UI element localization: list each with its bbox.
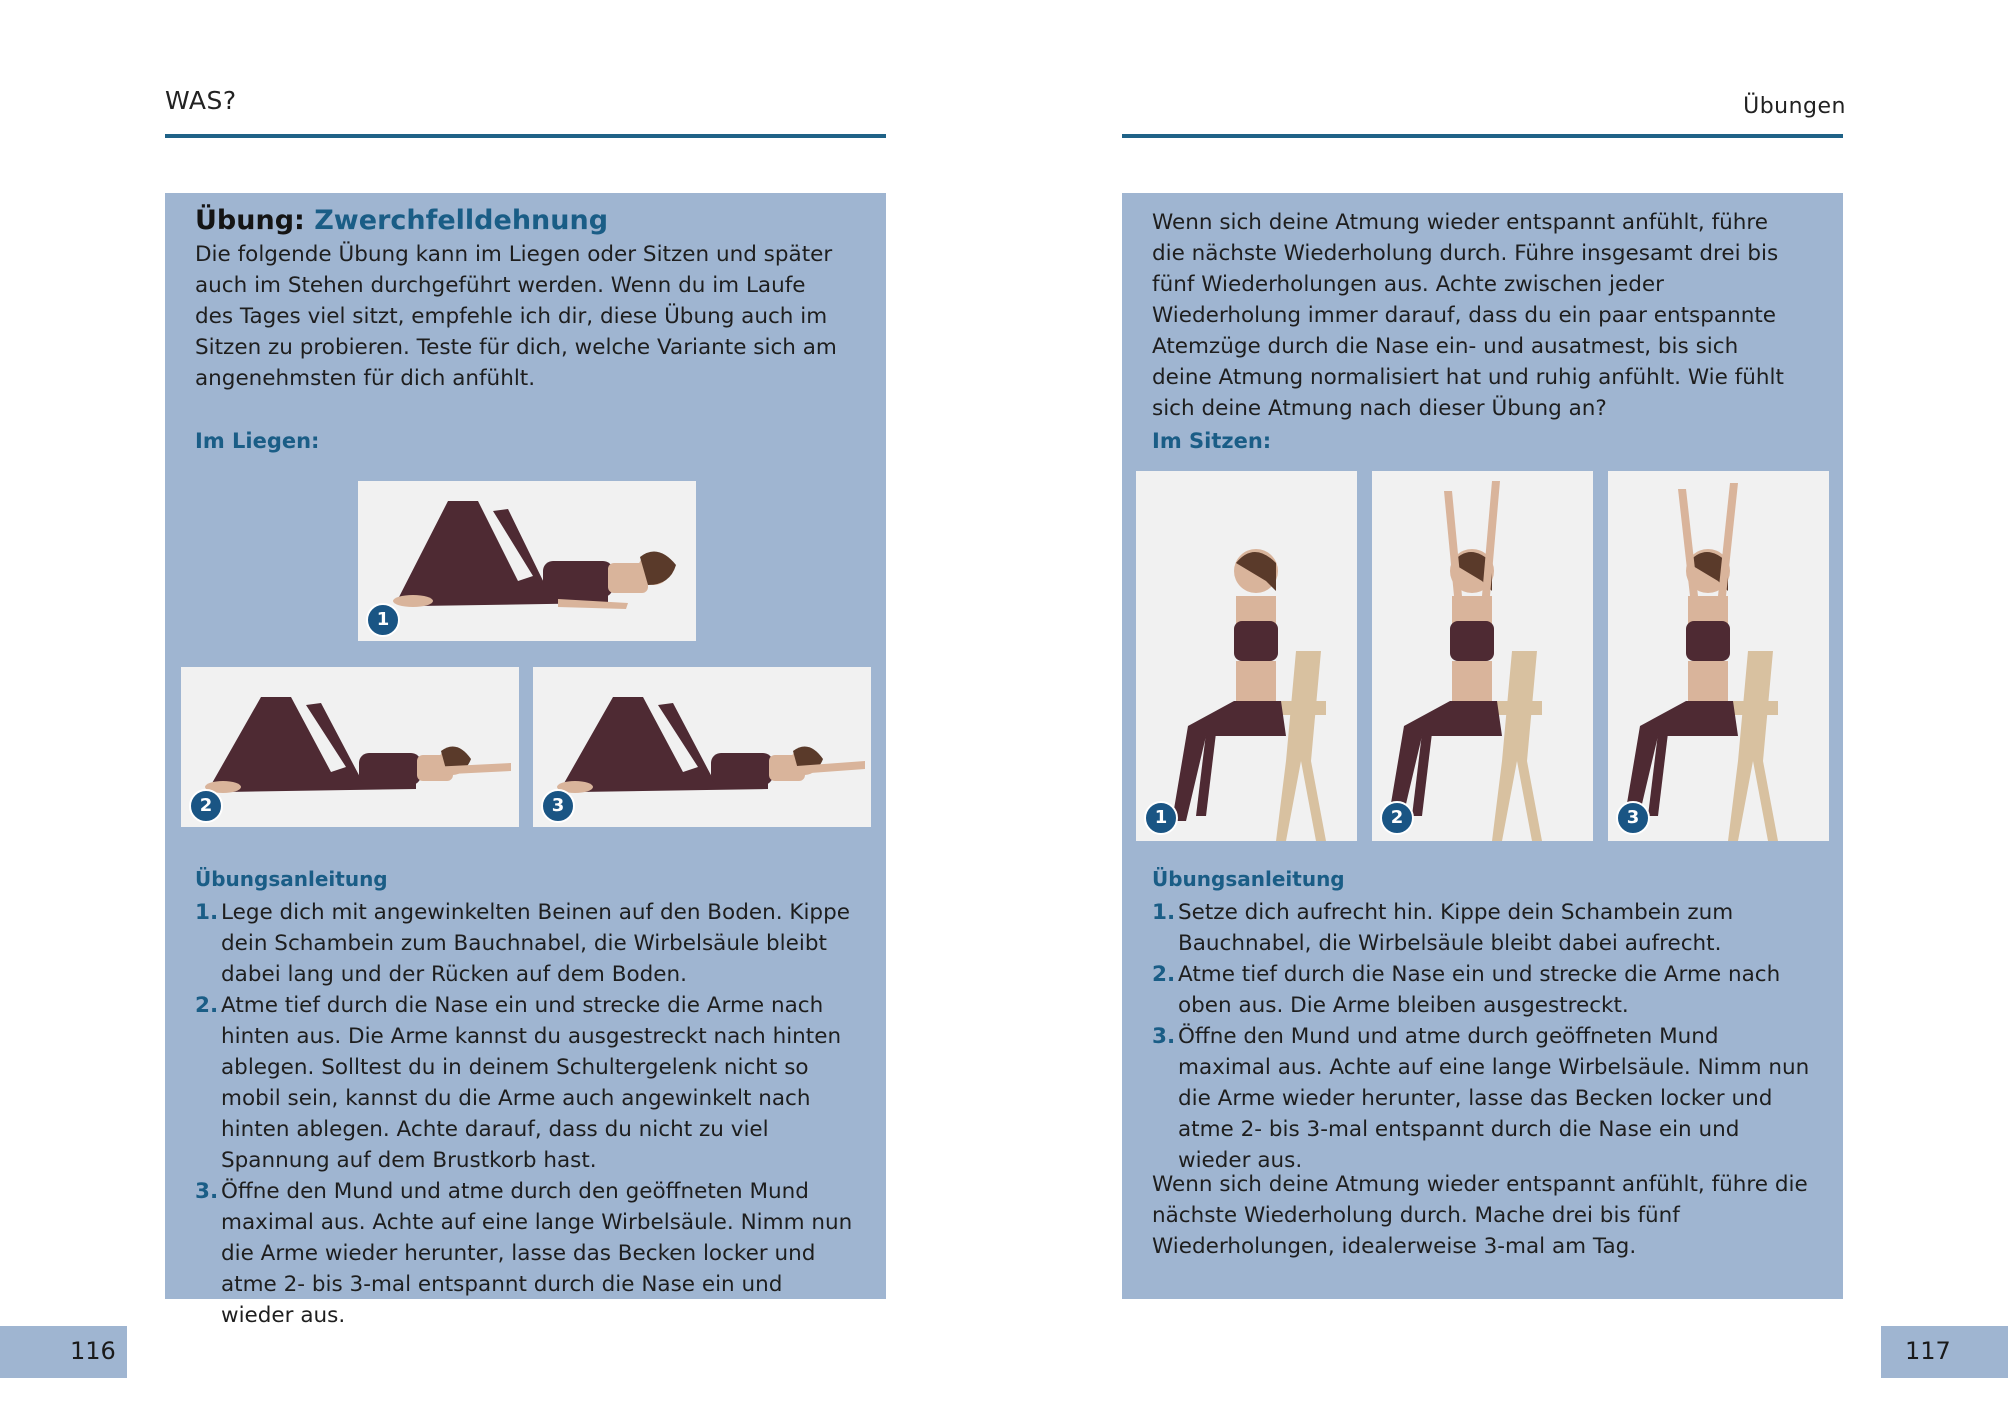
- header-rule: [165, 134, 886, 138]
- exercise-box: [1122, 193, 1843, 1299]
- running-head: WAS?: [165, 86, 237, 115]
- photo-seated-2: [1372, 471, 1593, 841]
- photo-lying-1: [358, 481, 696, 641]
- step-badge-1: 1: [366, 603, 400, 637]
- right-page: [1004, 0, 2008, 1417]
- instructions-heading: Übungsanleitung: [1152, 867, 1345, 891]
- intro-text: Die folgende Übung kann im Liegen oder Sitzen und später auch im Stehen durchgeführt werden. Wenn du im Laufe des Tages viel sitzt, empfehle ich dir, diese Übung auch im Sitzen zu probieren. Teste für dich, welche Variante sich am angenehmsten für dich anfühlt.: [195, 242, 837, 391]
- step-number: 2.: [1152, 962, 1176, 987]
- list-item: [1152, 1021, 1815, 1176]
- step-badge-2: 2: [189, 789, 223, 823]
- step-number: 1.: [195, 900, 219, 925]
- step-text: Atme tief durch die Nase ein und strecke die Arme nach hinten aus. Die Arme kannst du ausgestreckt nach hinten ablegen. Solltest du in deinem Schultergelenk nicht so mobil sein, kannst du die Arme auch angewinkelt nach hinten ablegen. Achte darauf, dass du nicht zu viel Spannung auf dem Brustkorb hast.: [221, 993, 842, 1173]
- instructions-heading: Übungsanleitung: [195, 867, 388, 891]
- instructions-list: [1152, 897, 1815, 1176]
- step-text: Setze dich aufrecht hin. Kippe dein Schambein zum Bauchnabel, die Wirbelsäule bleibt dabei aufrecht.: [1178, 900, 1734, 956]
- list-item: [1152, 897, 1815, 959]
- exercise-box: [165, 193, 886, 1328]
- list-item: [195, 897, 858, 990]
- exercise-title: [195, 205, 862, 237]
- step-badge-3: 3: [541, 789, 575, 823]
- instructions-list: [195, 897, 858, 1331]
- step-text: Lege dich mit angewinkelten Beinen auf den Boden. Kippe dein Schambein zum Bauchnabel, die Wirbelsäule bleibt dabei lang und der Rücken auf dem Boden.: [221, 900, 850, 987]
- intro-text: Wenn sich deine Atmung wieder entspannt anfühlt, führe die nächste Wiederholung durch. Führe insgesamt drei bis fünf Wiederholungen aus. Achte zwischen jeder Wiederholung immer darauf, dass du ein paar entspannte Atemzüge durch die Nase ein- und ausatmest, bis sich deine Atmung normalisiert hat und ruhig anfühlt. Wie fühlt sich deine Atmung nach dieser Übung an?: [1152, 210, 1784, 421]
- step-badge-3: 3: [1616, 801, 1650, 835]
- header-rule: [1122, 134, 1843, 138]
- step-text: Öffne den Mund und atme durch den geöffneten Mund maximal aus. Achte auf eine lange Wirbelsäule. Nimm nun die Arme wieder herunter, lasse das Becken locker und atme 2- bis 3-mal entspannt durch die Nase ein und wieder aus.: [221, 1179, 853, 1328]
- step-text: Öffne den Mund und atme durch geöffneten Mund maximal aus. Achte auf eine lange Wirbelsäule. Nimm nun die Arme wieder herunter, lasse das Becken locker und atme 2- bis 3-mal entspannt durch die Nase ein und wieder aus.: [1178, 1024, 1810, 1173]
- page-number-tab: 117: [1881, 1326, 2008, 1378]
- photo-lying-3: [533, 667, 871, 827]
- step-number: 3.: [195, 1179, 219, 1204]
- photo-seated-3: [1608, 471, 1829, 841]
- step-text: Atme tief durch die Nase ein und strecke die Arme nach oben aus. Die Arme bleiben ausgestreckt.: [1178, 962, 1781, 1018]
- list-item: [195, 990, 858, 1176]
- step-badge-2: 2: [1380, 801, 1414, 835]
- page-number-tab: 116: [0, 1326, 127, 1378]
- step-number: 2.: [195, 993, 219, 1018]
- step-number: 3.: [1152, 1024, 1176, 1049]
- subheading: Im Sitzen:: [1152, 429, 1272, 453]
- exercise-name: Zwerchfelldehnung: [314, 205, 609, 236]
- running-head: Übungen: [1743, 94, 1846, 119]
- list-item: [195, 1176, 858, 1331]
- closing-text: Wenn sich deine Atmung wieder entspannt anfühlt, führe die nächste Wiederholung durch. Mache drei bis fünf Wiederholungen, idealerweise 3-mal am Tag.: [1152, 1172, 1808, 1259]
- subheading: Im Liegen:: [195, 429, 320, 453]
- photo-seated-1: [1136, 471, 1357, 841]
- step-badge-1: 1: [1144, 801, 1178, 835]
- photo-lying-2: [181, 667, 519, 827]
- exercise-label: Übung:: [195, 205, 305, 236]
- step-number: 1.: [1152, 900, 1176, 925]
- list-item: [1152, 959, 1815, 1021]
